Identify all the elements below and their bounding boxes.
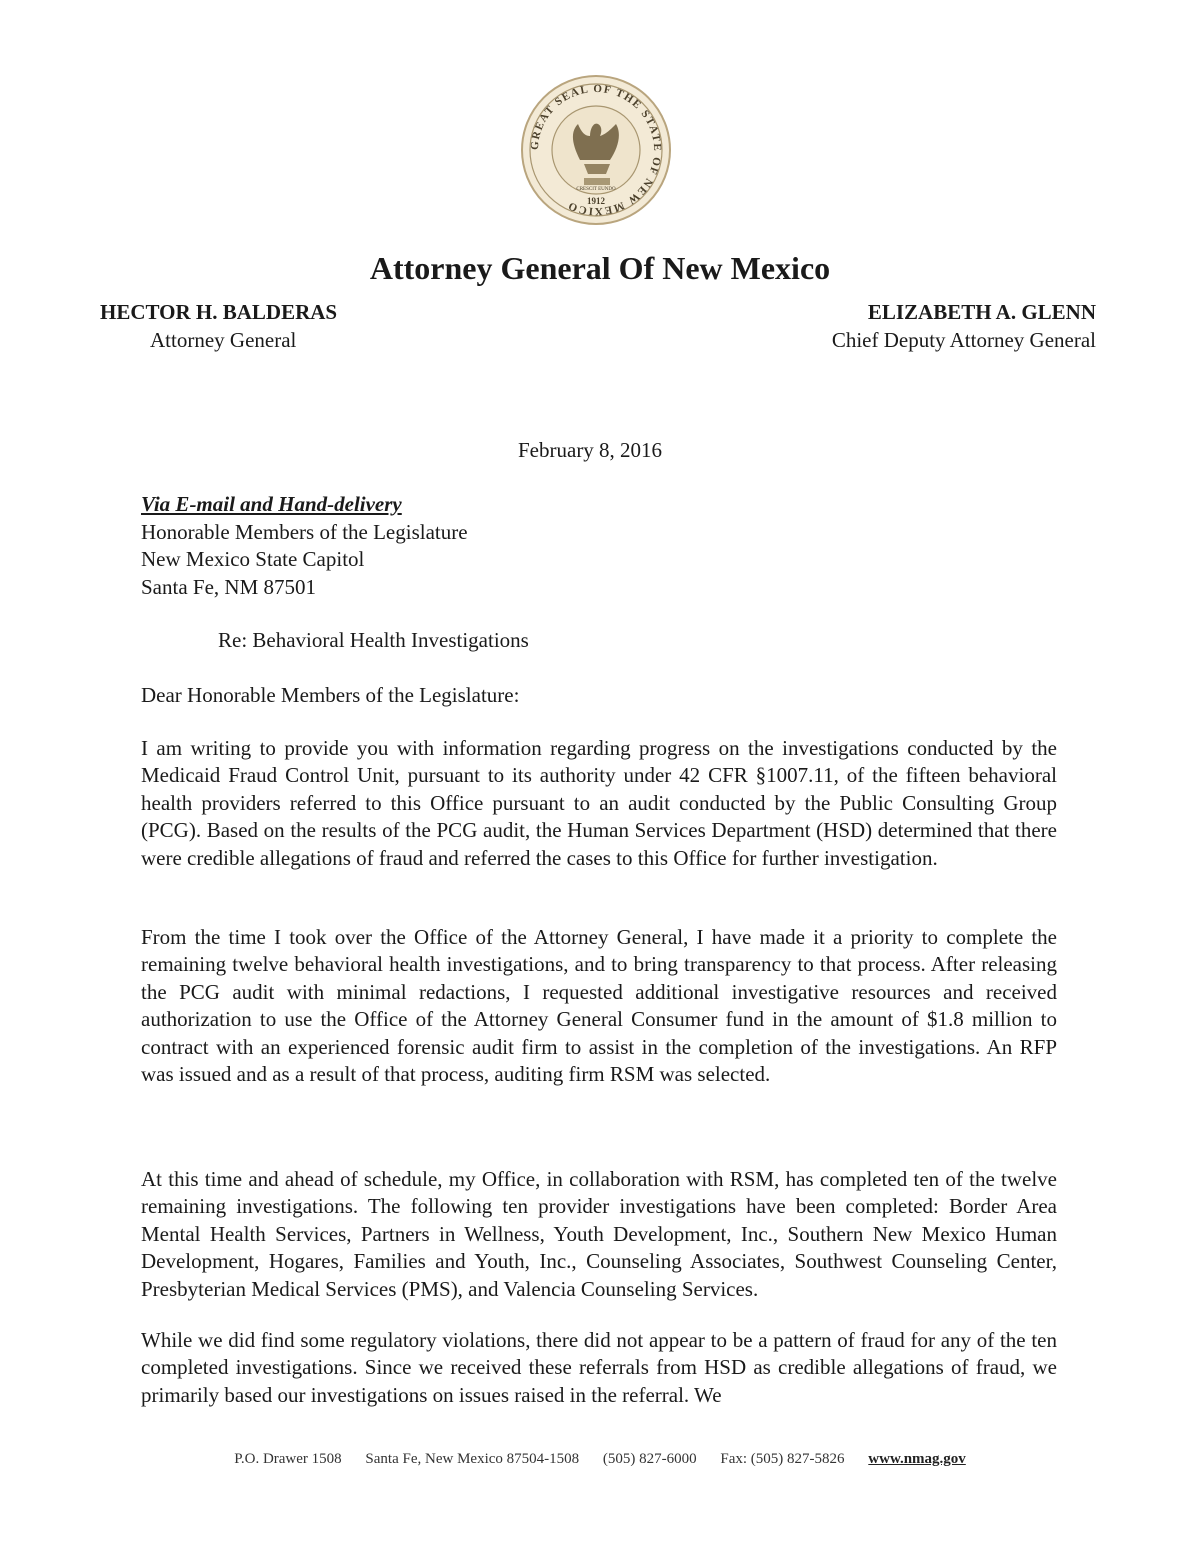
recipient-address [141, 491, 468, 601]
seal-year: 1912 [587, 196, 605, 206]
office-title: Attorney General Of New Mexico [369, 250, 831, 286]
footer-phone: (505) 827-6000 [602, 1451, 697, 1467]
seal-motto: CRESCIT EUNDO [576, 187, 616, 192]
body-paragraph-1: I am writing to provide you with information regarding progress on the investigations conducted by the Medicaid Fraud Control Unit, pursuant to its authority under 42 CFR §1007.11, of the fifteen behavioral health providers referred to this Office pursuant to an audit conducted by the Public Consulting Group (PCG). Based on the results of the PCG audit, the Human Services Department (HSD) determined that there were credible allegations of fraud and referred the cases to this Office for further investigation. [141, 736, 1057, 870]
address-line-3: Santa Fe, NM 87501 [141, 574, 316, 599]
footer-fax: Fax: (505) 827-5826 [720, 1451, 845, 1467]
subject-line: Re: Behavioral Health Investigations [218, 628, 529, 652]
chief-deputy-role: Chief Deputy Attorney General [831, 328, 1096, 352]
salutation: Dear Honorable Members of the Legislature: [141, 683, 520, 707]
body-paragraph-2: From the time I took over the Office of the Attorney General, I have made it a priority to complete the remaining twelve behavioral health investigations, and to bring transparency to that process. After releasing the PCG audit with minimal redactions, I requested additional investigative resources and received authorization to use the Office of the Attorney General Consumer fund in the amount of $1.8 million to contract with an experienced forensic audit firm to assist in the completion of the investigations. An RFP was issued and as a result of that process, auditing firm RSM was selected. [141, 925, 1057, 1087]
letter-footer [0, 1451, 1200, 1468]
footer-city: Santa Fe, New Mexico 87504-1508 [365, 1451, 580, 1467]
footer-po-box: P.O. Drawer 1508 [234, 1451, 342, 1467]
delivery-method: Via E-mail and Hand-delivery [141, 492, 402, 516]
attorney-general-block [100, 298, 337, 354]
seal-ring-text [520, 74, 672, 226]
body-paragraph-3: At this time and ahead of schedule, my Office, in collaboration with RSM, has completed ten of the twelve remaining investigations. The following ten provider investigations have been completed: Border Area Mental Health Services, Partners in Wellness, Youth Development, Inc., Southern New Mexico Human Development, Hogares, Families and Youth, Inc., Counseling Associates, Southwest Counseling Center, Presbyterian Medical Services (PMS), and Valencia Counseling Services. [141, 1167, 1057, 1301]
chief-deputy-block [832, 298, 1096, 354]
letter-date: February 8, 2016 [518, 438, 663, 462]
address-line-2: New Mexico State Capitol [141, 547, 365, 571]
body-paragraph-4: While we did find some regulatory violations, there did not appear to be a pattern of fraud for any of the ten completed investigations. Since we received these referrals from HSD as credible allegations of fraud, we primarily based our investigations on issues raised in the referral. We [141, 1328, 1057, 1407]
attorney-general-name: HECTOR H. BALDERAS [100, 300, 338, 324]
address-line-1: Honorable Members of the Legislature [141, 519, 468, 544]
attorney-general-role: Attorney General [150, 328, 297, 352]
seal-ring-label: GREAT SEAL OF THE STATE OF NEW MEXICO [528, 82, 664, 218]
footer-website-link[interactable]: www.nmag.gov [868, 1451, 966, 1467]
state-seal [520, 74, 672, 226]
chief-deputy-name: ELIZABETH A. GLENN [867, 300, 1096, 324]
